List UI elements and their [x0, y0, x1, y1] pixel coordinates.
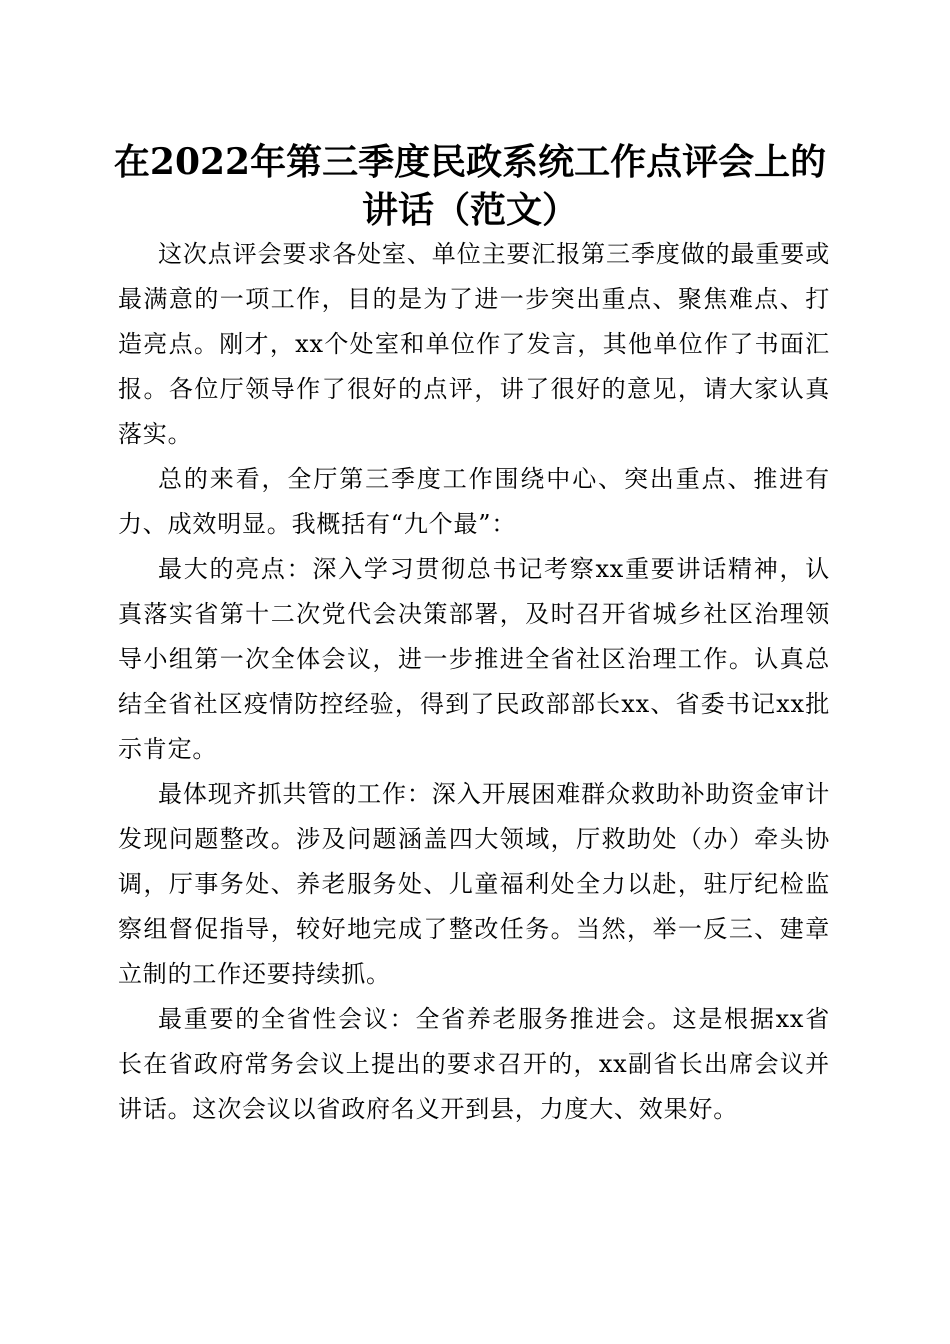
paragraph-overview: 总的来看，全厅第三季度工作围绕中心、突出重点、推进有力、成效明显。我概括有“九个最”： — [118, 465, 830, 538]
paragraph-joint-management: 最体现齐抓共管的工作：深入开展困难群众救助补助资金审计发现问题整改。涉及问题涵盖四大领域，厅救助处（办）牵头协调，厅事务处、养老服务处、儿童福利处全力以赴，驻厅纪检监察组督促指导，较好地完成了整改任务。当然，举一反三、建章立制的工作还要持续抓。 — [118, 780, 830, 988]
document-title-line-1: 在2022年第三季度民政系统工作点评会上的 — [113, 141, 827, 183]
paragraph-highlight: 最大的亮点：深入学习贯彻总书记考察xx重要讲话精神，认真落实省第十二次党代会决策部署，及时召开省城乡社区治理领导小组第一次全体会议，进一步推进全省社区治理工作。认真总结全省社区疫情防控经验，得到了民政部部长xx、省委书记xx批示肯定。 — [118, 555, 830, 763]
paragraph-intro: 这次点评会要求各处室、单位主要汇报第三季度做的最重要或最满意的一项工作，目的是为了进一步突出重点、聚焦难点、打造亮点。刚才，xx个处室和单位作了发言，其他单位作了书面汇报。各位厅领导作了很好的点评，讲了很好的意见，请大家认真落实。 — [118, 240, 830, 448]
document-title — [100, 138, 840, 234]
document-body — [118, 232, 830, 1132]
paragraph-provincial-meeting: 最重要的全省性会议：全省养老服务推进会。这是根据xx省长在省政府常务会议上提出的要求召开的，xx副省长出席会议并讲话。这次会议以省政府名义开到县，力度大、效果好。 — [118, 1005, 830, 1123]
document-title-line-2: 讲话（范文） — [361, 189, 578, 231]
